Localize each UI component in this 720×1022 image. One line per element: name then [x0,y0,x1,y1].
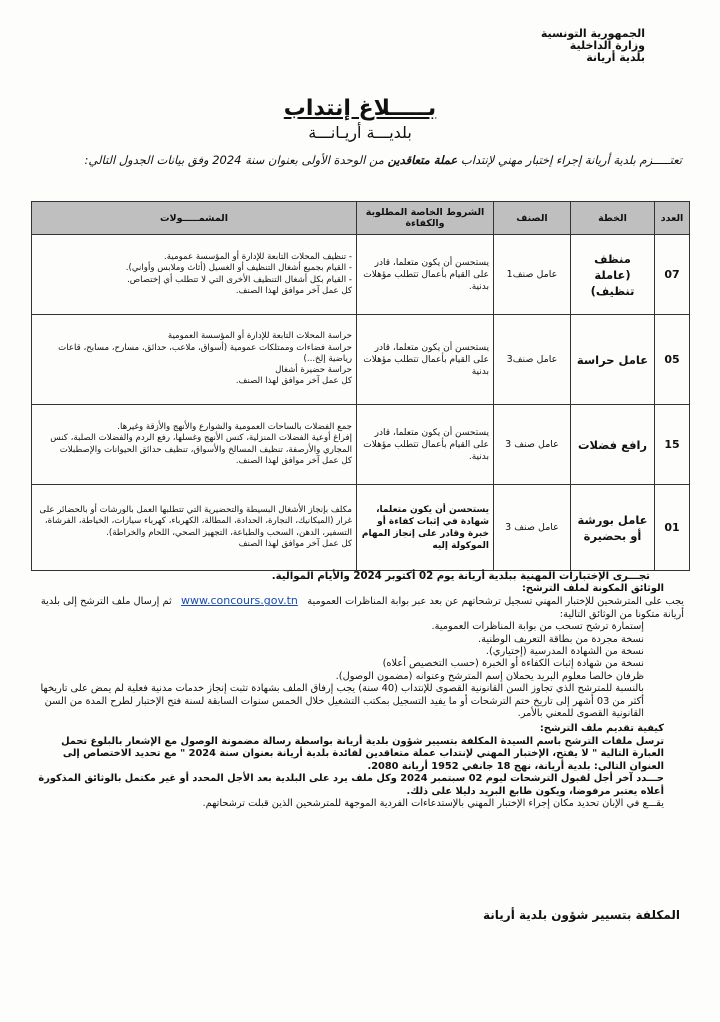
cell-count: 05 [655,315,690,405]
docs-heading: الوثائق المكونة لملف الترشح: [522,583,664,594]
col-conditions: الشروط الخاصة المطلوبة والكفاءة [357,202,494,235]
cell-conditions: يستحسن أن يكون متعلما، قادر على القيام بأعمال تتطلب مؤهلات بدنية [357,315,494,405]
intro-bold: عملة متعاقدين [387,153,458,167]
doc-item: بالنسبة للمترشح الذي تجاوز السن القانونية القصوى للإنتداب (40 سنة) يجب إرفاق الملف بشهادة تثبت إنجاز خدمات مدنية فعلية لم يمض على تاريخها أكثر من 03 أشهر إلى تاريخ ختم الترشحات أو ما يفيد التسجيل بمكتب التشغيل خلال الخمس سنوات السابقة لسنة فتح الإختبار لطرح المدة من السن القانونية القصوى للمعني بالأمر. [40,683,644,720]
cell-conditions: يستحسن أن يكون متعلما، قادر على القيام بأعمال تتطلب مؤهلات بدنية. [357,405,494,485]
task-line: كل عمل آخر موافق لهذا الصنف. [235,285,352,296]
doc-item: ظرفان خالصا معلوم البريد يحملان إسم المترشح وعنوانه (مضمون الوصول). [335,670,644,682]
letterhead [541,28,645,64]
cell-plan: رافع فضلات [571,405,655,485]
col-plan: الخطة [571,202,655,235]
col-count: العدد [655,202,690,235]
table-header-row [32,202,690,235]
intro-text: تعتـــــزم بلدية أريانة إجراء إختبار مهني لإنتداب [457,153,682,167]
intro-text-end: من الوحدة الأولى بعنوان سنة 2024 وفق بيانات الجدول التالي: [84,153,388,167]
cell-count: 07 [655,235,690,315]
table-row [32,405,690,485]
title-sub: بلديـــة أريـانـــة [308,123,412,142]
submit-paragraph: يقـــع في الإبان تحديد مكان إجراء الإختبار المهني بالإستدعاءات الفردية الموجهة للمترشحين الذين قبلت ترشحاتهم. [202,797,664,809]
cell-count: 15 [655,405,690,485]
concours-link[interactable]: www.concours.gov.tn [181,594,298,608]
task-line: جمع الفضلات بالساحات العمومية والشوارع والأنهج والأزقة وغيرها. [117,422,352,433]
doc-item: نسخة مجردة من بطاقة التعريف الوطنية. [478,633,644,645]
task-line: - القيام بكل أشغال التنظيف الأخرى التي لا تتطلب أي إختصاص. [127,274,352,285]
docs-intro-text: يجب على المترشحين للإختبار المهني تسجيل ترشحاتهم عن بعد عبر بوابة المناظرات العمومية [307,596,684,608]
letterhead-line: وزارة الداخلية [569,39,645,52]
announcement-body [36,570,684,810]
letterhead-line: بلدية أريانة [586,51,645,64]
announcement-title [0,96,720,142]
table-row [32,235,690,315]
task-line: حراسة حضيرة أشغال [275,365,352,376]
cell-grade: عامل صنف3 [494,315,571,405]
cell-grade: عامل صنف 3 [494,405,571,485]
intro-paragraph [40,152,682,168]
task-line: مكلف بإنجاز الأشغال البسيطة والتحضيرية التي تتطلبها العمل بالورشات أو بالحضائر على غرار (الميكانيك، النجارة، الحدادة، المطالة، الكهرباء، كهرباء سيارات، الخياطة، الفرشاة، التسفير، الدهن، السحب والطباعة، التجهيز الصحي، اللحام والخراطة). [39,505,352,538]
doc-item: نسخة من الشهادة المدرسية (إختياري). [485,646,644,658]
cell-plan: عامل حراسة [571,315,655,405]
positions-table [31,201,690,571]
task-line: إفراغ أوعية الفضلات المنزلية، كنس الأنهج وغسلها، رفع الردم والفضلات الصلبة، كنس المجاري والأرصفة، تنظيف المسالخ والأسواق، تنظيف حدائق الحيوانات والإصطبلات [50,433,352,455]
docs-intro [36,595,684,621]
submit-paragraph: ترسل ملفات الترشح باسم السيدة المكلفة بتسيير شؤون بلدية أريانة بواسطة رسالة مضمونة الوصول مع الإشعار بالبلوغ تحمل العبارة التالية " لا يفتح، الإختبار المهني لإنتداب عملة متعاقدين لفائدة بلدية أريانة بعنوان سنة 2024 " مع تحديد الاختصاص إلى العنوان التالي: بلدية أريانة، نهج 18 جانفي 1952 أريانة 2080. [61,735,664,772]
cell-tasks [32,485,357,571]
col-grade: الصنف [494,202,571,235]
cell-conditions: يستحسن أن يكون متعلما، شهادة في إثبات كفاءة أو خبرة وقادر على إنجاز المهام الموكولة إليه [357,485,494,571]
letterhead-line: الجمهورية التونسية [540,27,645,40]
task-line: - القيام بجميع أشغال التنظيف أو الغسيل (أثاث وملابس وأواني). [125,263,352,274]
cell-conditions: يستحسن أن يكون متعلما، قادر على القيام بأعمال تتطلب مؤهلات بدنية. [357,235,494,315]
cell-count: 01 [655,485,690,571]
cell-grade: عامل صنف 3 [494,485,571,571]
task-line: - تنظيف المحلات التابعة للإدارة أو المؤسسة عمومية. [164,252,352,263]
title-main: بـــــلاغ إنتداب [283,96,437,121]
cell-grade: عامل صنف1 [494,235,571,315]
table-row [32,485,690,571]
cell-tasks [32,405,357,485]
task-line: كل عمل آخر موافق لهذا الصنف. [235,455,352,466]
cell-tasks [32,235,357,315]
col-tasks: المشمـــــولات [32,202,357,235]
table-row [32,315,690,405]
submit-heading: كيفية تقديم ملف الترشح: [539,723,664,735]
exam-date: تجـــرى الإختبارات المهنية ببلدية أريانة يوم 02 أكتوبر 2024 والأيام الموالية. [271,571,650,582]
task-line: كل عمل آخر موافق لهذا الصنف. [235,376,352,387]
cell-plan: منظف (عاملة تنظيف) [571,235,655,315]
task-line: حراسة فضاءات وممتلكات عمومية (أسواق، ملاعب، حدائق، مسارح، مسابح، قاعات رياضية إلخ...) [58,342,352,364]
submit-paragraph: حـــدد آخر أجل لقبول الترشحات ليوم 02 سبتمبر 2024 وكل ملف يرد على البلدية بعد الأجل المحدد أو غير مكتمل بالوثائق المذكورة أعلاه يعتبر مرفوضا، ويكون طابع البريد دليلا على ذلك. [38,773,664,797]
task-line: حراسة المحلات التابعة للإدارة أو المؤسسة العمومية [167,331,352,342]
signature: المكلفة بتسيير شؤون بلدية أريانة [482,908,680,922]
doc-item: إستمارة ترشح تسحب من بوابة المناظرات العمومية. [431,621,644,633]
cell-tasks [32,315,357,405]
cell-plan: عامل بورشة أو بحضيرة [571,485,655,571]
doc-item: نسخة من شهادة إثبات الكفاءة أو الخبرة (حسب التخصيص أعلاه) [382,658,644,670]
docs-intro-text-end: ثم إرسال ملف الترشح إلى بلدية أريانة متكونا من الوثائق التالية: [40,596,684,620]
task-line: كل عمل آخر موافق لهذا الصنف [238,538,352,549]
